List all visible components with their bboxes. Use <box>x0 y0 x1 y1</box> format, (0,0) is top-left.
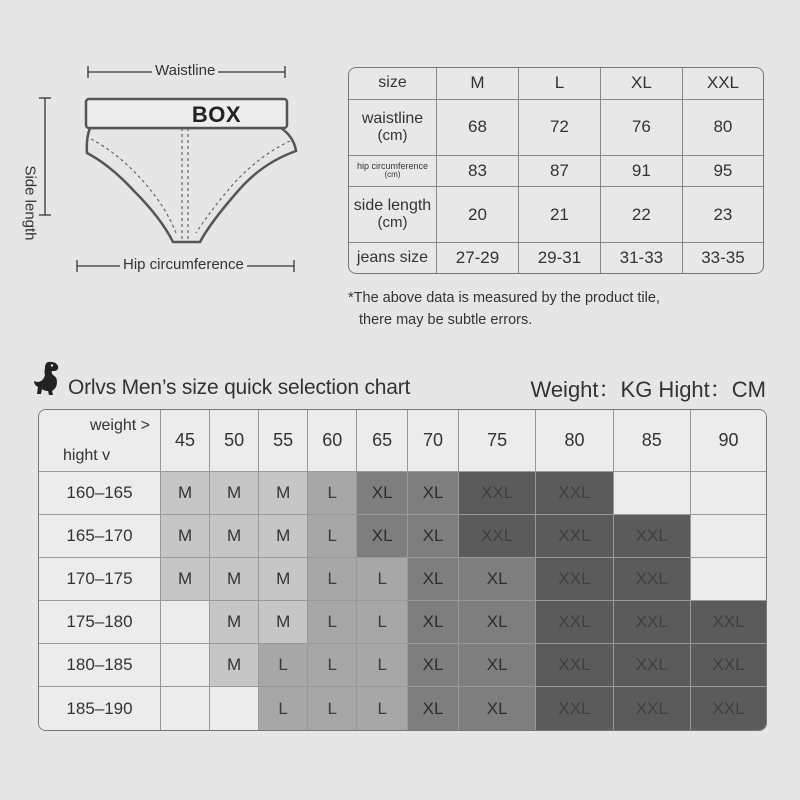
size-cell: XL <box>459 644 536 687</box>
size-quick-selection-table <box>38 409 767 731</box>
weight-header-cell: 60 <box>308 410 357 472</box>
empty-cell <box>691 558 766 601</box>
size-cell: L <box>259 687 308 730</box>
side-length-row <box>349 187 763 243</box>
size-cell: XXL <box>459 515 536 558</box>
size-cell: L <box>308 601 357 644</box>
empty-cell <box>161 687 210 730</box>
chart-title: Orlvs Men’s size quick selection chart <box>68 376 411 399</box>
size-cell: M <box>210 601 259 644</box>
table-row <box>39 558 766 601</box>
size-cell: L <box>308 558 357 601</box>
size-cell: XXL <box>614 515 691 558</box>
row-label: jeans size <box>349 243 437 273</box>
corner-header <box>39 410 161 472</box>
waistband-brand-text: BOX <box>191 102 242 127</box>
note-line-1: *The above data is measured by the product tile, <box>348 290 660 306</box>
weight-header-row <box>39 410 766 472</box>
size-cell: XXL <box>691 687 766 730</box>
size-cell: XXL <box>614 558 691 601</box>
size-cell: XXL <box>614 601 691 644</box>
dinosaur-icon <box>32 360 62 396</box>
row-unit: (cm) <box>377 214 408 232</box>
size-cell: L <box>308 472 357 515</box>
size-header-cell: XXL <box>683 68 763 100</box>
weight-header-cell: 55 <box>259 410 308 472</box>
size-cell: L <box>357 601 408 644</box>
brief-illustration <box>30 55 320 285</box>
size-cell: XXL <box>614 687 691 730</box>
weight-header-cell: 45 <box>161 410 210 472</box>
size-cell: M <box>210 558 259 601</box>
hip-circumference-row <box>349 156 763 188</box>
table-cell: 76 <box>601 100 683 156</box>
row-label <box>349 100 437 156</box>
size-cell: M <box>259 515 308 558</box>
size-cell: L <box>259 644 308 687</box>
size-cell: XL <box>408 687 459 730</box>
size-cell: XXL <box>691 601 766 644</box>
table-cell: 27-29 <box>437 243 519 273</box>
empty-cell <box>691 515 766 558</box>
table-row <box>39 472 766 515</box>
size-cell: XL <box>408 644 459 687</box>
table-cell: 80 <box>683 100 763 156</box>
row-label-text: waistline <box>361 109 424 127</box>
size-cell: M <box>161 558 210 601</box>
size-cell: M <box>161 472 210 515</box>
size-cell: M <box>210 515 259 558</box>
hight-range-cell: 170–175 <box>39 558 161 601</box>
hight-range-cell: 185–190 <box>39 687 161 730</box>
table-cell: 68 <box>437 100 519 156</box>
size-cell: M <box>210 472 259 515</box>
hight-range-cell: 160–165 <box>39 472 161 515</box>
size-cell: XL <box>357 472 408 515</box>
table-row <box>39 644 766 687</box>
size-cell: XL <box>459 687 536 730</box>
side-length-label: Side length <box>22 162 39 243</box>
table-cell: 22 <box>601 187 683 243</box>
size-measurement-table <box>348 67 764 274</box>
size-cell: M <box>259 558 308 601</box>
size-cell: L <box>357 644 408 687</box>
weight-header-cell: 50 <box>210 410 259 472</box>
brief-diagram <box>21 55 320 285</box>
size-header-label: size <box>349 68 437 100</box>
empty-cell <box>614 472 691 515</box>
size-header-cell: XL <box>601 68 683 100</box>
table-cell: 87 <box>519 156 601 188</box>
size-header-row <box>349 68 763 100</box>
table-cell: 95 <box>683 156 763 188</box>
table-cell: 72 <box>519 100 601 156</box>
empty-cell <box>161 644 210 687</box>
weight-header-cell: 70 <box>408 410 459 472</box>
size-cell: M <box>161 515 210 558</box>
size-cell: XL <box>408 515 459 558</box>
hight-range-cell: 165–170 <box>39 515 161 558</box>
size-header-cell: L <box>519 68 601 100</box>
table-row <box>39 515 766 558</box>
waistline-label: Waistline <box>152 62 218 79</box>
size-cell: XL <box>408 601 459 644</box>
waistline-row <box>349 100 763 156</box>
hight-range-cell: 175–180 <box>39 601 161 644</box>
weight-axis-label: weight > <box>89 417 150 434</box>
table-cell: 91 <box>601 156 683 188</box>
table-cell: 31-33 <box>601 243 683 273</box>
size-cell: L <box>357 558 408 601</box>
table-cell: 21 <box>519 187 601 243</box>
weight-header-cell: 85 <box>614 410 691 472</box>
weight-header-cell: 90 <box>691 410 766 472</box>
size-cell: XL <box>408 558 459 601</box>
size-cell: M <box>259 601 308 644</box>
hight-axis-label: hight v <box>63 447 111 464</box>
size-cell: XXL <box>459 472 536 515</box>
empty-cell <box>691 472 766 515</box>
hip-circumference-label: Hip circumference <box>120 256 247 273</box>
measurement-note <box>348 287 660 331</box>
weight-header-cell: 80 <box>536 410 613 472</box>
size-cell: XXL <box>614 644 691 687</box>
size-cell: XXL <box>536 601 613 644</box>
size-cell: XL <box>459 558 536 601</box>
row-label <box>349 156 437 188</box>
size-cell: L <box>308 687 357 730</box>
size-cell: XXL <box>536 644 613 687</box>
empty-cell <box>161 601 210 644</box>
table-cell: 29-31 <box>519 243 601 273</box>
size-cell: M <box>259 472 308 515</box>
size-cell: XXL <box>536 687 613 730</box>
row-label-text: hip circumference <box>356 160 429 171</box>
size-cell: XXL <box>691 644 766 687</box>
size-cell: XXL <box>536 472 613 515</box>
row-unit: (cm) <box>377 126 408 144</box>
weight-header-cell: 75 <box>459 410 536 472</box>
size-cell: L <box>308 644 357 687</box>
table-row <box>39 601 766 644</box>
size-cell: M <box>210 644 259 687</box>
table-cell: 83 <box>437 156 519 188</box>
table-row <box>39 687 766 730</box>
size-cell: XL <box>459 601 536 644</box>
row-label-text: side length <box>353 197 432 215</box>
hight-range-cell: 180–185 <box>39 644 161 687</box>
weight-header-cell: 65 <box>357 410 408 472</box>
size-cell: L <box>357 687 408 730</box>
size-cell: XL <box>408 472 459 515</box>
size-cell: XL <box>357 515 408 558</box>
table-cell: 23 <box>683 187 763 243</box>
size-cell: XXL <box>536 515 613 558</box>
empty-cell <box>210 687 259 730</box>
size-header-cell: M <box>437 68 519 100</box>
table-cell: 20 <box>437 187 519 243</box>
chart-units: Weight：KG Hight：CM <box>530 377 766 402</box>
size-cell: L <box>308 515 357 558</box>
size-cell: XXL <box>536 558 613 601</box>
row-label <box>349 187 437 243</box>
note-line-2: there may be subtle errors. <box>359 312 533 328</box>
row-unit: (cm) <box>384 170 401 180</box>
jeans-size-row <box>349 243 763 273</box>
table-cell: 33-35 <box>701 248 745 268</box>
